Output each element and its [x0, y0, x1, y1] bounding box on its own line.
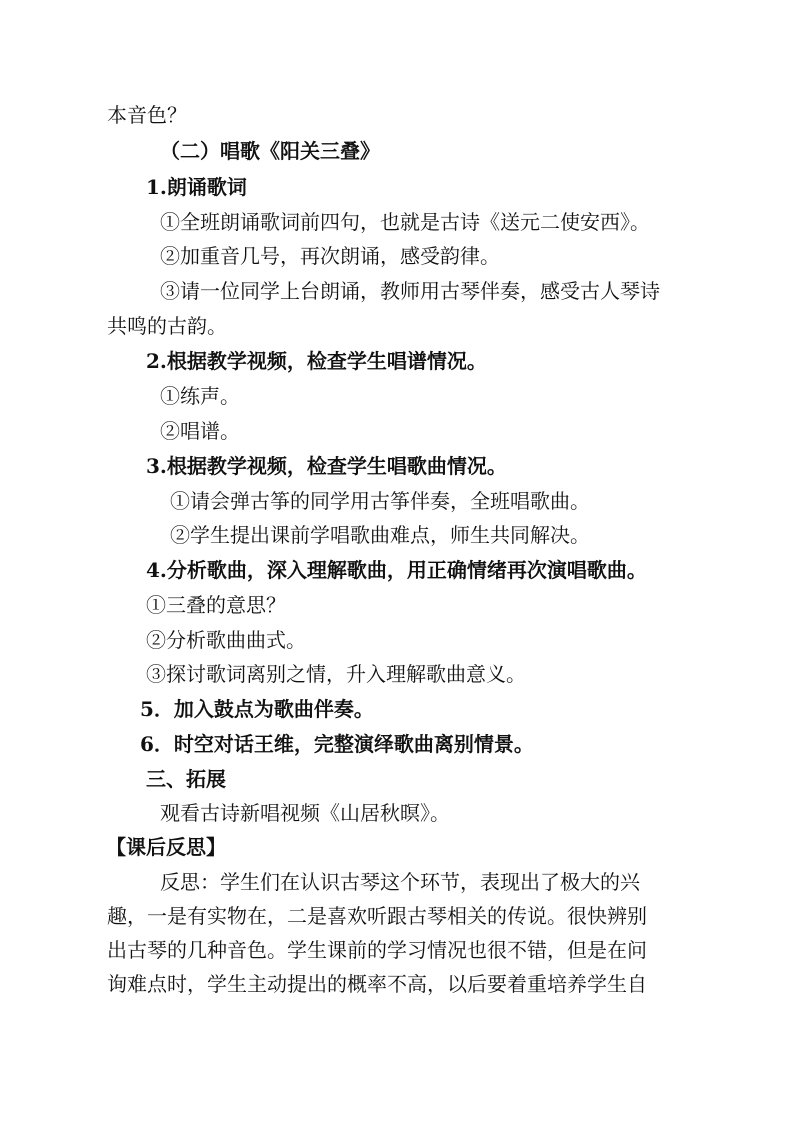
step-2-item-1: ①练声。 — [160, 384, 240, 408]
step-4-item-2: ②分析歌曲曲式。 — [146, 628, 306, 652]
step-4-item-3: ③探讨歌词离别之情，升入理解歌曲意义。 — [146, 662, 526, 686]
step-1-item-2: ②加重音几号，再次朗诵，感受韵律。 — [160, 244, 500, 268]
step-heading-4: 4.分析歌曲，深入理解歌曲，用正确情绪再次演唱歌曲。 — [146, 558, 647, 582]
step-heading-1: 1.朗诵歌词 — [146, 175, 247, 199]
section-heading-sing: （二）唱歌《阳关三叠》 — [160, 139, 380, 163]
reflection-line-2: 趣，一是有实物在，二是喜欢听跟古琴相关的传说。很快辨别 — [107, 904, 647, 928]
step-4-item-1: ①三叠的意思？ — [146, 593, 286, 617]
reflection-heading: 【课后反思】 — [106, 835, 226, 859]
reflection-line-4: 询难点时，学生主动提出的概率不高，以后要着重培养学生自 — [107, 972, 647, 996]
step-1-item-3-continued: 共鸣的古韵。 — [107, 314, 227, 338]
continued-text-line: 本音色？ — [107, 103, 187, 127]
section-heading-extension: 三、拓展 — [146, 767, 226, 791]
step-heading-6: 6．时空对话王维，完整演绎歌曲离别情景。 — [140, 732, 534, 756]
step-heading-3: 3.根据教学视频，检查学生唱歌曲情况。 — [146, 454, 507, 478]
step-3-item-2: ②学生提出课前学唱歌曲难点，师生共同解决。 — [170, 523, 590, 547]
step-3-item-1: ①请会弹古筝的同学用古筝伴奏，全班唱歌曲。 — [170, 489, 590, 513]
step-heading-2: 2.根据教学视频，检查学生唱谱情况。 — [146, 349, 487, 373]
step-heading-5: 5．加入鼓点为歌曲伴奏。 — [140, 697, 374, 721]
step-1-item-1: ①全班朗诵歌词前四句，也就是古诗《送元二使安西》。 — [160, 210, 650, 234]
extension-text: 观看古诗新唱视频《山居秋暝》。 — [160, 801, 450, 825]
step-1-item-3: ③请一位同学上台朗诵，教师用古琴伴奏，感受古人琴诗 — [160, 279, 660, 303]
step-2-item-2: ②唱谱。 — [160, 419, 240, 443]
reflection-line-3: 出古琴的几种音色。学生课前的学习情况也很不错，但是在问 — [107, 938, 647, 962]
reflection-line-1: 反思：学生们在认识古琴这个环节，表现出了极大的兴 — [160, 870, 640, 894]
